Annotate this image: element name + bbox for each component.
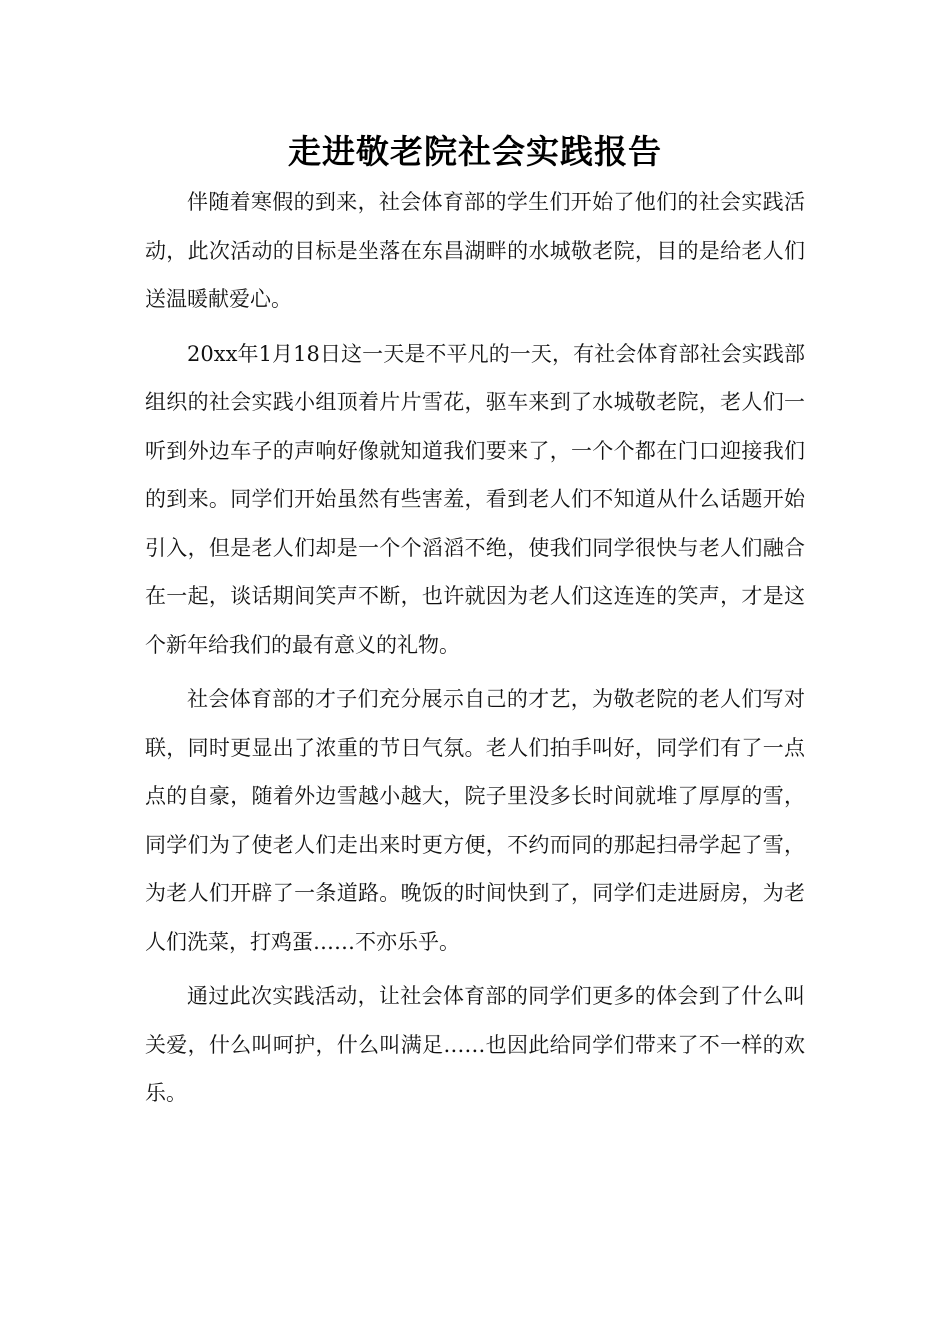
paragraph-1: 伴随着寒假的到来，社会体育部的学生们开始了他们的社会实践活动，此次活动的目标是坐落在东昌湖畔的水城敬老院，目的是给老人们送温暖献爱心。	[145, 190, 805, 311]
paragraph-2: 20xx年1月18日这一天是不平凡的一天，有社会体育部社会实践部组织的社会实践小组顶着片片雪花，驱车来到了水城敬老院，老人们一听到外边车子的声响好像就知道我们要来了，一个个都在门口迎接我们的到来。同学们开始虽然有些害羞，看到老人们不知道从什么话题开始引入，但是老人们却是一个个滔滔不绝，使我们同学很快与老人们融合在一起，谈话期间笑声不断，也许就因为老人们这连连的笑声，才是这个新年给我们的最有意义的礼物。	[145, 341, 805, 657]
paragraph-3: 社会体育部的才子们充分展示自己的才艺，为敬老院的老人们写对联，同时更显出了浓重的节日气氛。老人们拍手叫好，同学们有了一点点的自豪，随着外边雪越小越大，院子里没多长时间就堆了厚厚的雪，同学们为了使老人们走出来时更方便，不约而同的那起扫帚学起了雪，为老人们开辟了一条道路。晚饭的时间快到了，同学们走进厨房，为老人们洗菜，打鸡蛋……不亦乐乎。	[145, 687, 805, 954]
paragraph-4: 通过此次实践活动，让社会体育部的同学们更多的体会到了什么叫关爱，什么叫呵护，什么叫满足……也因此给同学们带来了不一样的欢乐。	[145, 984, 805, 1105]
document-title: 走进敬老院社会实践报告	[288, 132, 662, 171]
document-body	[145, 178, 805, 1118]
